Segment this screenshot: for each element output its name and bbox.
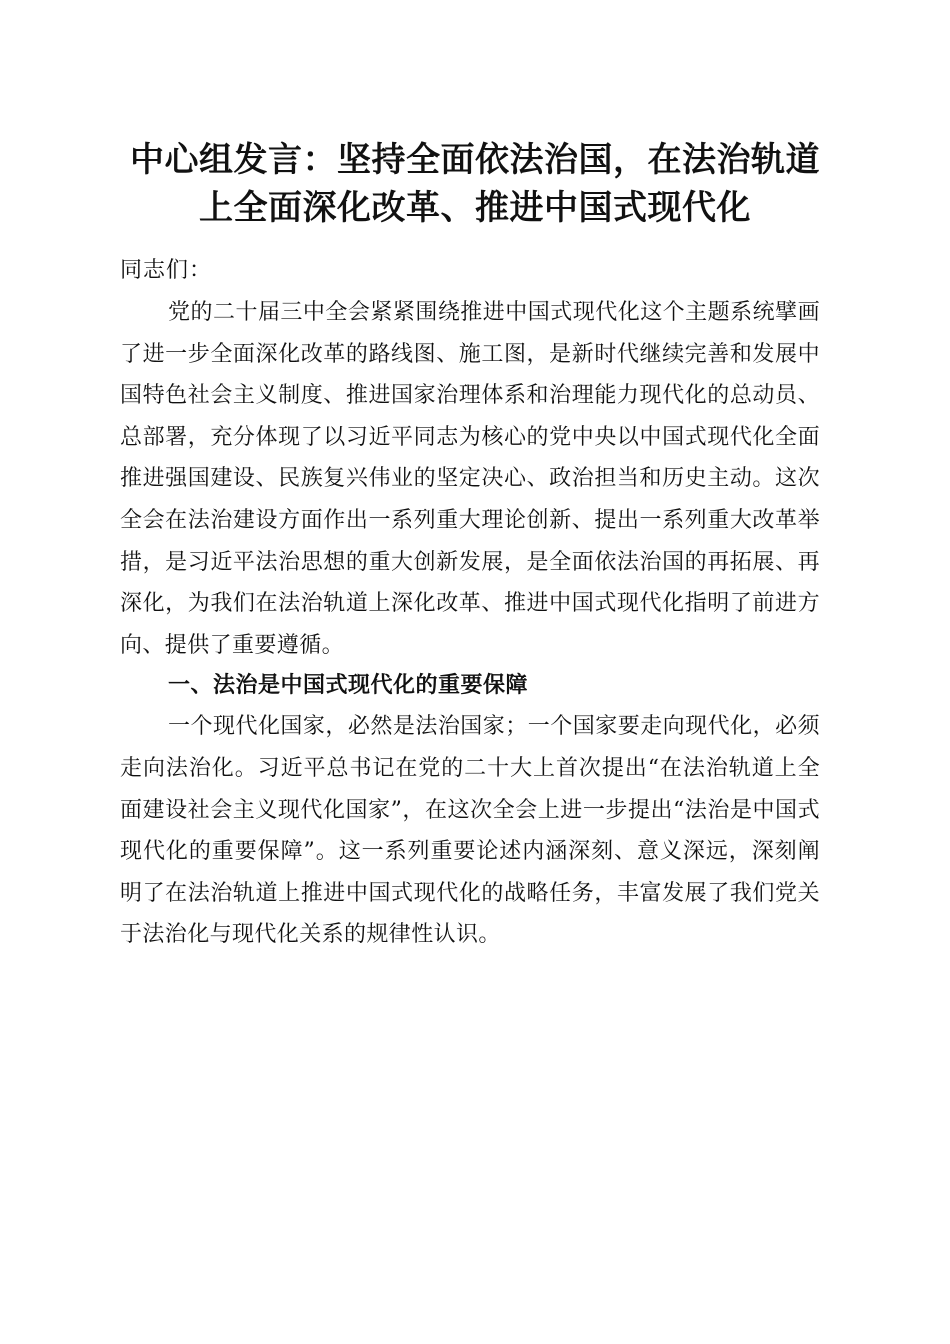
section-heading-1: 一、法治是中国式现代化的重要保障 xyxy=(168,673,529,699)
document-body xyxy=(120,250,820,956)
title-line-2: 上全面深化改革、推进中国式现代化 xyxy=(199,188,751,228)
paragraph-section-1: 一个现代化国家，必然是法治国家；一个国家要走向现代化，必须走向法治化。习近平总书记在党的二十大上首次提出“在法治轨道上全面建设社会主义现代化国家”，在这次全会上进一步提出“法治是中国式现代化的重要保障”。这一系列重要论述内涵深刻、意义深远，深刻阐明了在法治轨道上推进中国式现代化的战略任务，丰富发展了我们党关于法治化与现代化关系的规律性认识。 xyxy=(120,714,820,948)
salutation: 同志们： xyxy=(120,258,213,283)
document-title xyxy=(100,136,850,232)
title-line-1: 中心组发言：坚持全面依法治国，在法治轨道 xyxy=(130,140,820,180)
paragraph-intro: 党的二十届三中全会紧紧围绕推进中国式现代化这个主题系统擘画了进一步全面深化改革的路线图、施工图，是新时代继续完善和发展中国特色社会主义制度、推进国家治理体系和治理能力现代化的总动员、总部署，充分体现了以习近平同志为核心的党中央以中国式现代化全面推进强国建设、民族复兴伟业的坚定决心、政治担当和历史主动。这次全会在法治建设方面作出一系列重大理论创新、提出一系列重大改革举措，是习近平法治思想的重大创新发展，是全面依法治国的再拓展、再深化，为我们在法治轨道上深化改革、推进中国式现代化指明了前进方向、提供了重要遵循。 xyxy=(120,300,820,658)
